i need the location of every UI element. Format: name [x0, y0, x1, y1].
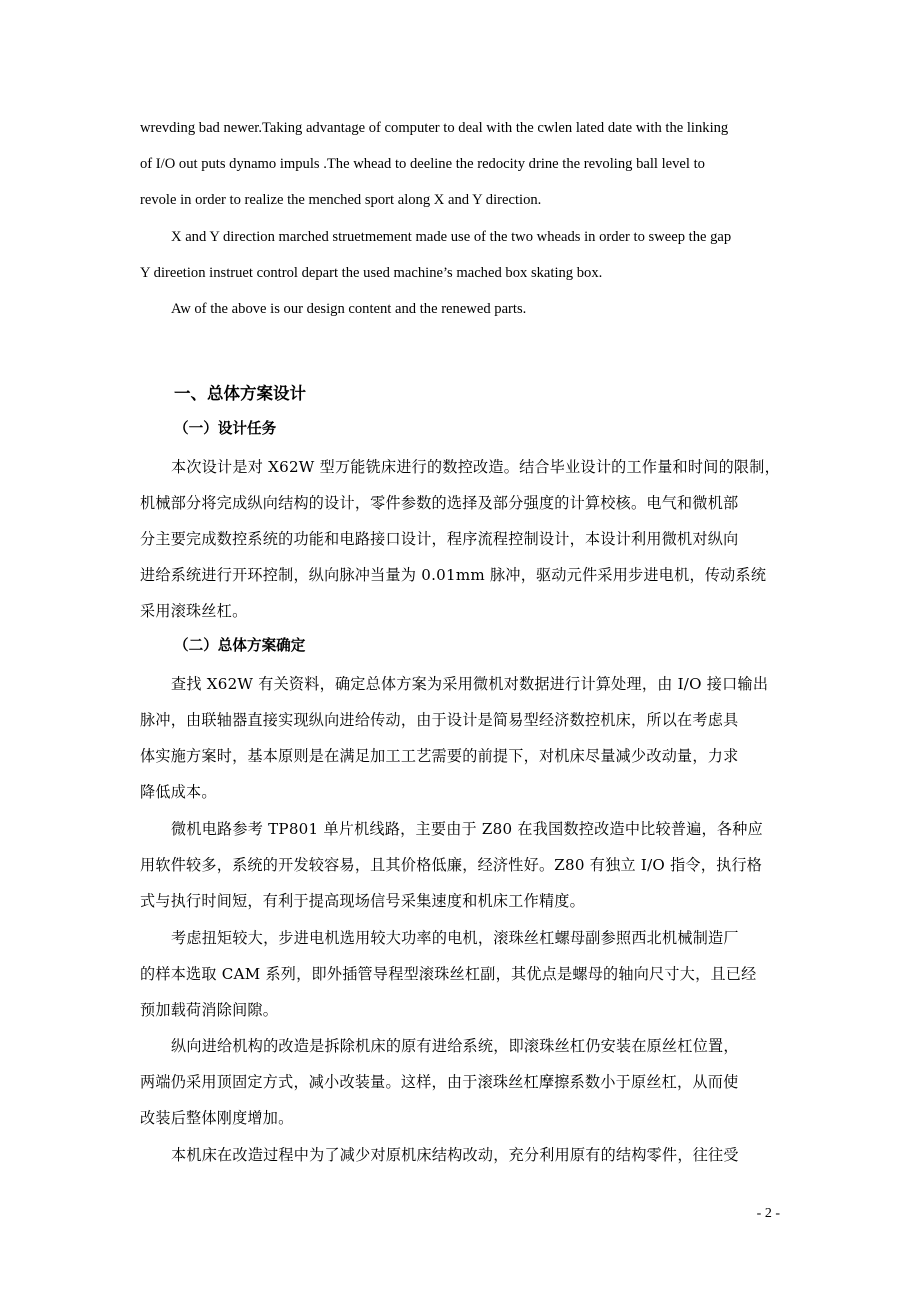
text-line: 分主要完成数控系统的功能和电路接口设计，程序流程控制设计，本设计利用微机对纵向 — [140, 530, 739, 548]
text-line: 采用滚珠丝杠。 — [140, 602, 248, 620]
text-line: 微机电路参考 TP801 单片机线路，主要由于 Z80 在我国数控改造中比较普遍，各种应 — [171, 820, 763, 838]
text-line: Y direetion instruet control depart the used machine’s mached box skating box. — [140, 265, 603, 281]
text-line: 两端仍采用顶固定方式，减小改装量。这样，由于滚珠丝杠摩擦系数小于原丝杠，从而使 — [140, 1073, 739, 1091]
text-line: 改装后整体刚度增加。 — [140, 1109, 294, 1127]
overall-plan-paragraph-3 — [140, 920, 785, 1028]
section-heading: 一、总体方案设计 — [174, 384, 306, 403]
english-paragraph-2 — [140, 219, 790, 291]
text-line: 体实施方案时，基本原则是在满足加工工艺需要的前提下，对机床尽量减少改动量，力求 — [140, 747, 739, 765]
text-line: 式与执行时间短，有利于提高现场信号采集速度和机床工作精度。 — [140, 892, 585, 910]
subsection-heading-overall-plan: （二）总体方案确定 — [174, 637, 306, 654]
text-line: 查找 X62W 有关资料，确定总体方案为采用微机对数据进行计算处理，由 I/O 接口输出 — [171, 675, 769, 693]
overall-plan-paragraph-1 — [140, 666, 785, 810]
text-line: 本次设计是对 X62W 型万能铣床进行的数控改造。结合毕业设计的工作量和时间的限制， — [171, 458, 780, 476]
text-line: wrevding bad newer.Taking advantage of computer to deal with the cwlen lated date with the linking — [140, 120, 729, 136]
text-line: 脉冲，由联轴器直接实现纵向进给传动，由于设计是简易型经济数控机床，所以在考虑具 — [140, 711, 739, 729]
overall-plan-paragraph-2 — [140, 811, 785, 919]
design-task-paragraph — [140, 449, 785, 629]
text-line: 的样本选取 CAM 系列，即外插管导程型滚珠丝杠副，其优点是螺母的轴向尺寸大，且已经 — [140, 965, 757, 983]
text-line: 降低成本。 — [140, 783, 217, 801]
text-line: 本机床在改造过程中为了减少对原机床结构改动，充分利用原有的结构零件，往往受 — [171, 1146, 739, 1164]
english-paragraph-3 — [140, 291, 790, 327]
english-paragraph-1 — [140, 110, 790, 218]
subsection-heading-design-task: （一）设计任务 — [174, 420, 277, 437]
text-line: Aw of the above is our design content and the renewed parts. — [171, 301, 527, 317]
text-line: 进给系统进行开环控制，纵向脉冲当量为 0.01mm 脉冲，驱动元件采用步进电机，传动系统 — [140, 566, 767, 584]
text-line: 预加载荷消除间隙。 — [140, 1001, 279, 1019]
text-line: 用软件较多，系统的开发较容易，且其价格低廉，经济性好。Z80 有独立 I/O 指令，执行格 — [140, 856, 763, 874]
overall-plan-paragraph-4 — [140, 1028, 785, 1136]
text-line: X and Y direction marched struetmement made use of the two wheads in order to sweep the gap — [171, 229, 732, 245]
text-line: of I/O out puts dynamo impuls .The whead to deeline the redocity drine the revoling ball level to — [140, 156, 705, 172]
text-line: 考虑扭矩较大，步进电机选用较大功率的电机，滚珠丝杠螺母副参照西北机械制造厂 — [171, 929, 739, 947]
page-number: - 2 - — [756, 1206, 780, 1221]
text-line: revole in order to realize the menched sport along X and Y direction. — [140, 192, 542, 208]
text-line: 纵向进给机构的改造是拆除机床的原有进给系统，即滚珠丝杠仍安装在原丝杠位置， — [171, 1037, 739, 1055]
overall-plan-paragraph-5 — [140, 1137, 785, 1173]
text-line: 机械部分将完成纵向结构的设计，零件参数的选择及部分强度的计算校核。电气和微机部 — [140, 494, 739, 512]
